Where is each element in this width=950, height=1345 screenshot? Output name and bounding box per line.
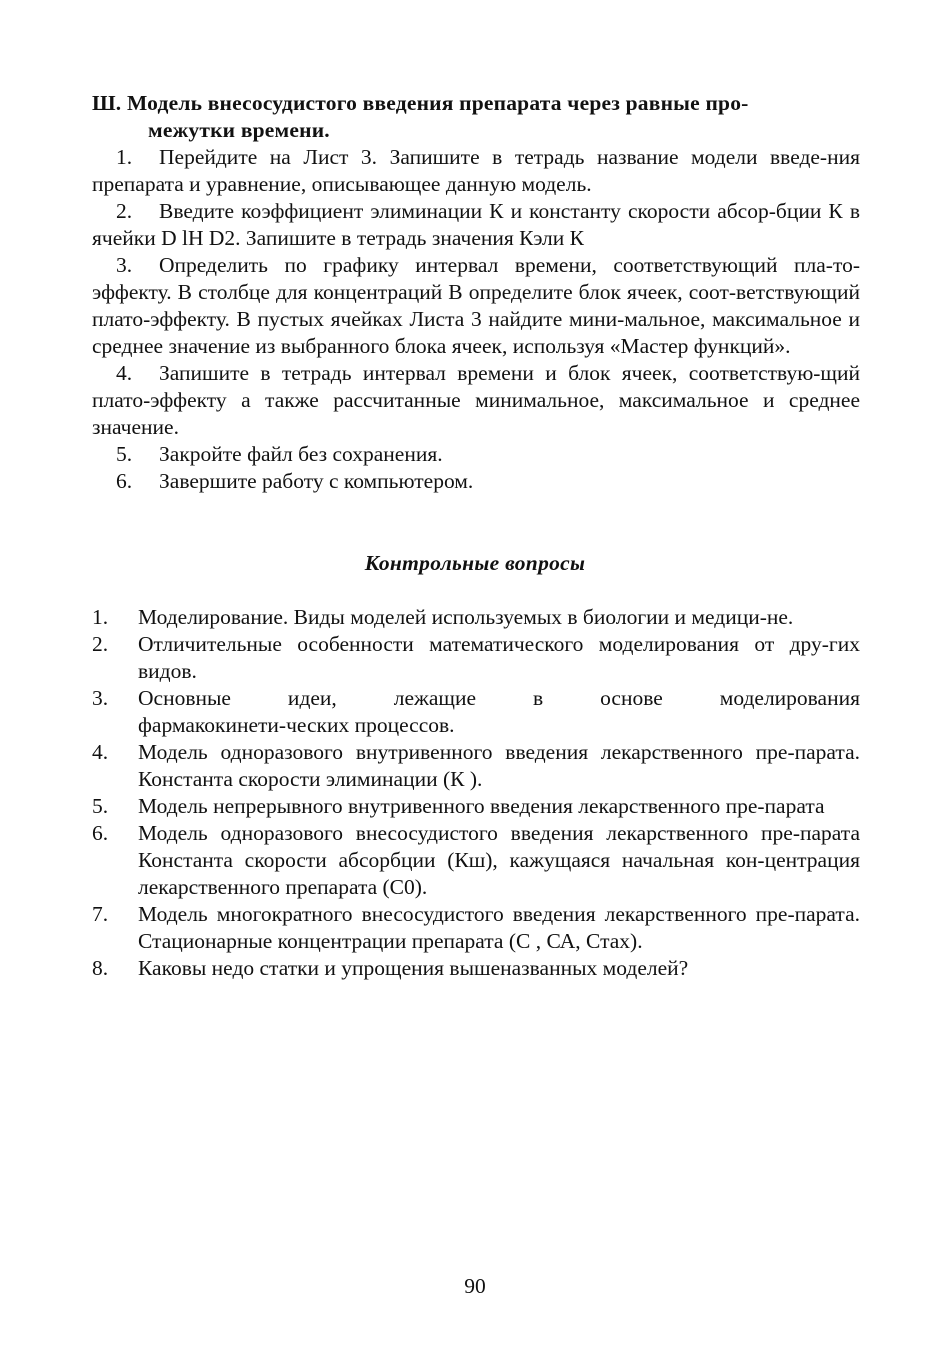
question-text: Модель непрерывного внутривенного введения лекарственного пре-парата — [138, 794, 825, 818]
question-text: Модель одноразового внесосудистого введения лекарственного пре-парата Константа скорости абсорбции (Кш), кажущаяся начальная кон-центрация лекарственного препарата (С0). — [138, 821, 860, 899]
question-number: 3. — [92, 686, 109, 710]
question-number: 5. — [92, 794, 109, 818]
question-number: 6. — [92, 821, 109, 845]
question-item — [92, 793, 860, 820]
question-text: Модель многократного внесосудистого введения лекарственного пре-парата. Стационарные концентрации препарата (С , СА, Стах). — [138, 902, 860, 953]
step-number: 4. — [116, 361, 133, 385]
step-text: Завершите работу с компьютером. — [159, 469, 474, 493]
section-heading-line-1: Ш. Модель внесосудистого введения препарата через равные про- — [92, 91, 749, 115]
question-item — [92, 604, 860, 631]
question-item — [92, 739, 860, 793]
step-number: 3. — [116, 253, 133, 277]
question-item — [92, 955, 860, 982]
question-text-line-2: фармакокинети-ческих процессов. — [138, 713, 455, 737]
step-text: Определить по графику интервал времени, соответствующий пла-то-эффекту. В столбце для концентраций В определите блок ячеек, соот-ветствующий плато-эффекту. В пустых ячейках Листа 3 найдите мини-мальное, максимальное и среднее значение из выбранного блока ячеек, используя «Мастер функций». — [92, 253, 860, 358]
step-number: 6. — [116, 469, 133, 493]
question-item — [92, 631, 860, 685]
step-item — [92, 441, 860, 468]
question-number: 2. — [92, 632, 109, 656]
question-text: Каковы недо статки и упрощения вышеназванных моделей? — [138, 956, 689, 980]
questions-title: Контрольные вопросы — [364, 551, 586, 575]
step-text: Запишите в тетрадь интервал времени и блок ячеек, соответствую-щий плато-эффекту а также рассчитанные минимальное, максимальное и среднее значение. — [92, 361, 860, 439]
step-number: 1. — [116, 145, 133, 169]
question-text: Моделирование. Виды моделей используемых в биологии и медици-не. — [138, 605, 794, 629]
step-item — [92, 198, 860, 252]
section-heading-line-2: межутки времени. — [148, 118, 330, 142]
step-number: 5. — [116, 442, 133, 466]
question-text: Модель одноразового внутривенного введения лекарственного пре-парата. Константа скорости элиминации (К ). — [138, 740, 860, 791]
step-text: Закройте файл без сохранения. — [159, 442, 443, 466]
question-number: 4. — [92, 740, 109, 764]
step-item — [92, 252, 860, 360]
question-number: 7. — [92, 902, 109, 926]
section-heading — [92, 90, 860, 144]
step-text: Введите коэффициент элиминации К и константу скорости абсор-бции К в ячейки D lH D2. Запишите в тетрадь значения Кэли К — [92, 199, 860, 250]
question-number: 1. — [92, 605, 109, 629]
question-item — [92, 685, 860, 739]
question-text-line-1: Основные идеи, лежащие в основе моделирования — [138, 686, 860, 710]
control-questions-list — [92, 604, 860, 982]
step-text: Перейдите на Лист 3. Запишите в тетрадь название модели введе-ния препарата и уравнение, описывающее данную модель. — [92, 145, 860, 196]
step-item — [92, 144, 860, 198]
instruction-steps — [92, 144, 860, 495]
step-item — [92, 468, 860, 495]
question-item — [92, 901, 860, 955]
step-item — [92, 360, 860, 441]
question-number: 8. — [92, 956, 109, 980]
question-text: Отличительные особенности математического моделирования от дру-гих видов. — [138, 632, 860, 683]
question-item — [92, 820, 860, 901]
page-number: 90 — [464, 1274, 486, 1298]
step-number: 2. — [116, 199, 133, 223]
